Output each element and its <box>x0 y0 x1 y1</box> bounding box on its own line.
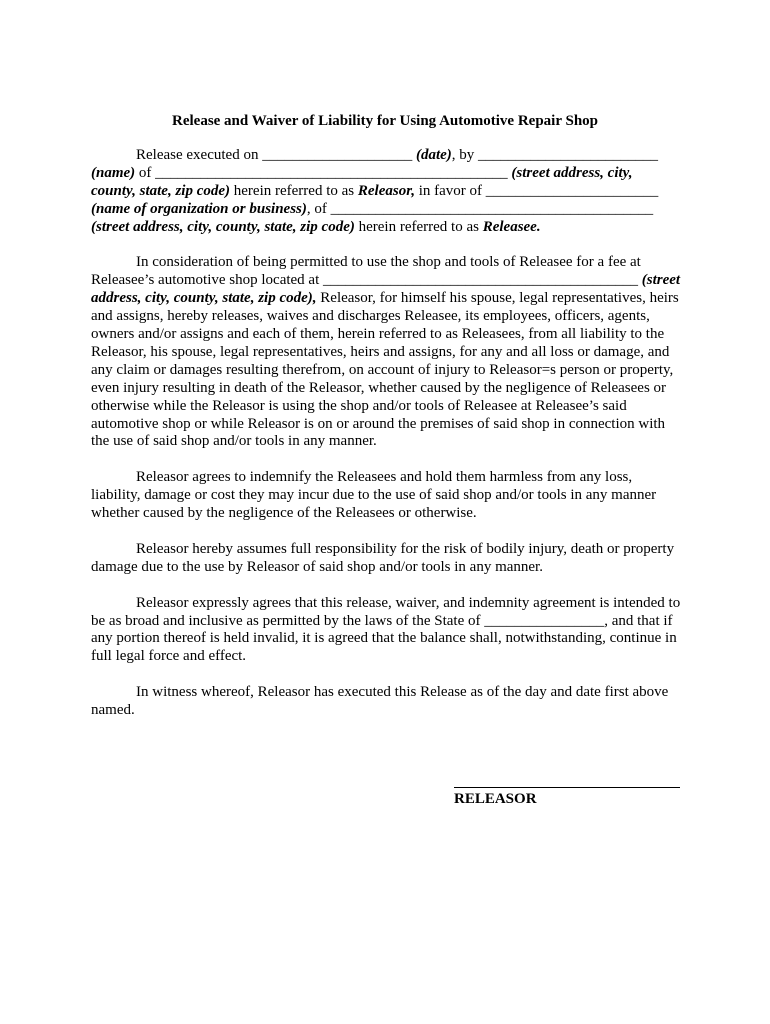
term-releasee: Releasee. <box>482 218 541 235</box>
field-label-shop-address: (street address, city, county, state, zip code), <box>91 272 681 307</box>
term-releasor: Releasor, <box>357 182 415 199</box>
text: Releasor, for himself his spouse, legal representatives, heirs and assigns, hereby releases, waives and discharges Releasee, its employees, officers, agents, owners and/or assigns and each of them, herein referred to as Releasees, from all liability to the Releasor, his spouse, legal representatives, heirs and assigns, for any and all loss or damage, and any claim or damages resulting therefrom, on account of injury to Releasor=s person or property, even injury resulting in death of the Releasor, whether caused by the negligence of Releasees or otherwise while the Releasor is using the shop and/or tools of Releasee at Releasee’s said automotive shop or while Releasor is on or around the premises of said shop in connection with the use of said shop and/or tools in any manner. <box>91 290 679 450</box>
field-label-releasee-address: (street address, city, county, state, zip code) <box>91 218 355 235</box>
paragraph-severability: Releasor expressly agrees that this release, waiver, and indemnity agreement is intended to be as broad and inclusive as permitted by the laws of the State of ________________, and that if any portion thereof is held invalid, it is agreed that the balance shall, notwithstanding, continue in full legal force and effect. <box>91 594 681 665</box>
document-title: Release and Waiver of Liability for Using Automotive Repair Shop <box>172 113 598 129</box>
signature-label: RELEASOR <box>454 791 537 807</box>
field-label-releasor-address: (street address, city, county, state, zip code) <box>91 164 633 199</box>
document-body <box>91 147 681 738</box>
signature-line <box>454 787 680 788</box>
field-label-name: (name) <box>91 164 136 181</box>
paragraph-release-parties <box>91 147 681 237</box>
text: , by ________________________ <box>451 147 659 163</box>
field-label-organization: (name of organization or business) <box>91 200 307 217</box>
text: in favor of _______________________ <box>414 182 659 199</box>
paragraph-witness: In witness whereof, Releasor has executed this Release as of the day and date first above named. <box>91 684 669 719</box>
field-label-date: (date) <box>415 147 452 163</box>
text: herein referred to as <box>354 218 483 235</box>
text: herein referred to as <box>230 182 358 199</box>
paragraph-consideration <box>91 254 681 451</box>
text: , of ___________________________________________ <box>306 200 654 217</box>
paragraph-indemnify: Releasor agrees to indemnify the Releasees and hold them harmless from any loss, liability, damage or cost they may incur due to the use of said shop and/or tools in any manner whether caused by the negligence of the Releasees or otherwise. <box>91 469 657 522</box>
text: of _______________________________________________ <box>135 164 512 181</box>
text: In consideration of being permitted to use the shop and tools of Releasee for a fee at Releasee’s automotive shop located at __________________________________________ <box>91 254 642 289</box>
paragraph-assume-risk: Releasor hereby assumes full responsibility for the risk of bodily injury, death or property damage due to the use by Releasor of said shop and/or tools in any manner. <box>91 540 675 575</box>
text: Release executed on ____________________ <box>136 147 416 163</box>
